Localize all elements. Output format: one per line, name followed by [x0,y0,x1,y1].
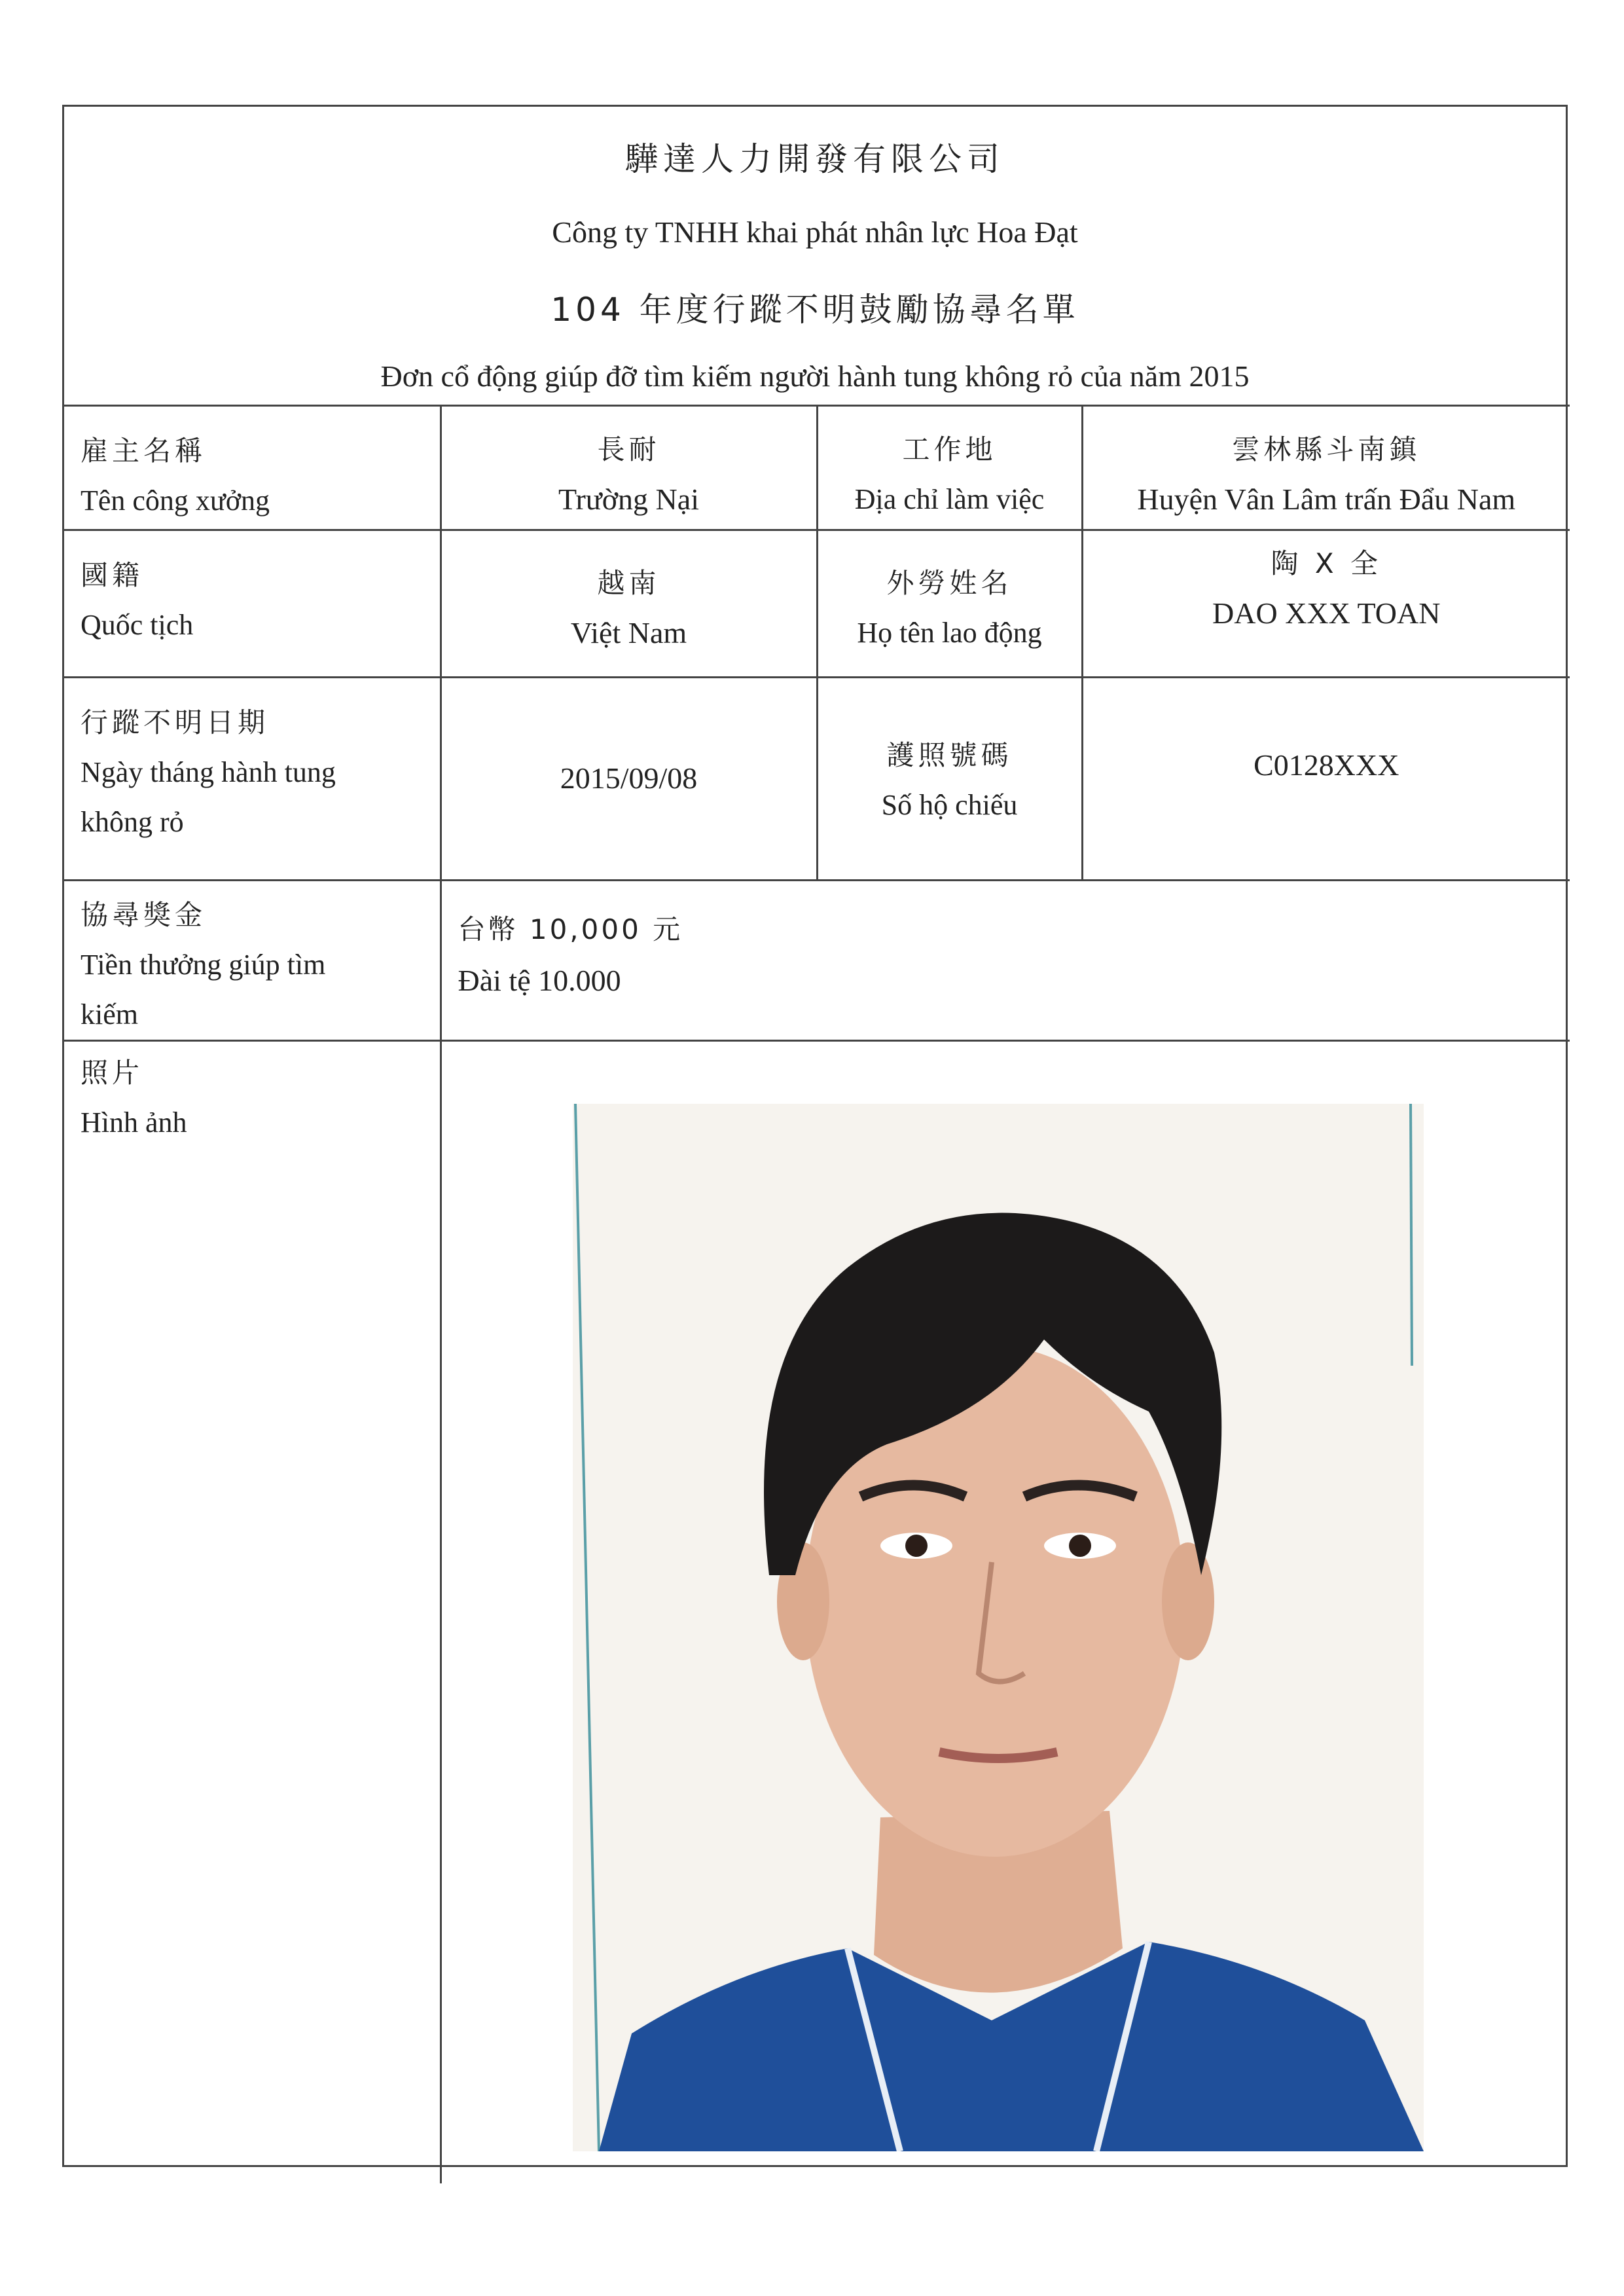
form-frame [62,105,1568,2167]
photo-label-cell [64,1041,441,2183]
reward-value-cell [441,881,1570,1041]
nationality-value-zh: 越南 [597,567,660,599]
workplace-value-zh: 雲林縣斗南鎮 [1232,433,1421,465]
nationality-value-vi: Việt Nam [570,616,687,649]
document-title-vi: Đơn cổ động giúp đỡ tìm kiếm người hành tung không rỏ của năm 2015 [380,359,1250,393]
passport-value: C0128XXX [1254,748,1399,782]
worker-name-value-vi: DAO XXX TOAN [1212,596,1441,630]
employer-value-cell [441,406,817,530]
worker-name-value-zh: 陶 X 全 [1271,547,1382,579]
worker-name-label-zh: 外勞姓名 [886,567,1013,599]
table-row [64,530,1570,678]
missing-worker-form-table [64,405,1570,2183]
workplace-label-zh: 工作地 [902,433,997,465]
photo-cell [441,1041,1570,2183]
table-row [64,678,1570,881]
missing-date-label-vi-line1: Ngày tháng hành tung [81,756,336,788]
right-pupil-shape [1069,1535,1091,1557]
photo-label-vi: Hình ảnh [81,1106,187,1139]
nationality-value-cell [441,530,817,678]
left-pupil-shape [905,1535,928,1557]
reward-value-vi: Đài tệ 10.000 [458,964,621,997]
reward-value-zh: 台幣 10,000 元 [458,913,683,945]
nationality-label-cell [64,530,441,678]
workplace-value-cell [1082,406,1570,530]
document-title-zh: 104 年度行蹤不明鼓勵協尋名單 [550,291,1079,329]
employer-label-vi: Tên công xưởng [81,484,270,517]
missing-date-value: 2015/09/08 [560,761,698,795]
worker-name-label-vi: Họ tên lao động [857,617,1042,649]
employer-value-vi: Trường Nại [558,483,699,516]
photo-edge-line-right [1411,1104,1412,1366]
workplace-label-vi: Địa chỉ làm việc [854,483,1045,515]
table-row [64,1041,1570,2183]
photo-label-zh: 照片 [81,1057,144,1089]
workplace-value-vi: Huyện Vân Lâm trấn Đẩu Nam [1137,483,1516,516]
worker-name-label-cell [817,530,1082,678]
company-name-zh: 驊達人力開發有限公司 [625,140,1005,178]
missing-date-value-cell [441,678,817,881]
table-row [64,406,1570,530]
passport-label-vi: Số hộ chiếu [881,789,1018,821]
right-ear-shape [1162,1542,1214,1660]
missing-date-label-vi-line2: không rỏ [81,806,184,838]
reward-label-vi-line1: Tiền thưởng giúp tìm [81,949,326,981]
nationality-label-zh: 國籍 [81,559,144,591]
passport-value-cell [1082,678,1570,881]
table-row [64,881,1570,1041]
reward-label-cell [64,881,441,1041]
worker-portrait-photo [573,1104,1424,2151]
workplace-label-cell [817,406,1082,530]
missing-date-label-zh: 行蹤不明日期 [81,706,270,738]
reward-label-vi-line2: kiếm [81,998,138,1030]
company-name-vi: Công ty TNHH khai phát nhân lực Hoa Đạt [552,215,1078,249]
nationality-label-vi: Quốc tịch [81,609,194,641]
passport-label-cell [817,678,1082,881]
reward-label-zh: 協尋獎金 [81,899,207,931]
document-header [64,107,1566,405]
worker-name-value-cell [1082,530,1570,678]
passport-label-zh: 護照號碼 [886,739,1013,771]
employer-label-zh: 雇主名稱 [81,435,207,467]
missing-date-label-cell [64,678,441,881]
portrait-illustration [573,1104,1424,2151]
employer-value-zh: 長耐 [597,433,660,465]
employer-label-cell [64,406,441,530]
